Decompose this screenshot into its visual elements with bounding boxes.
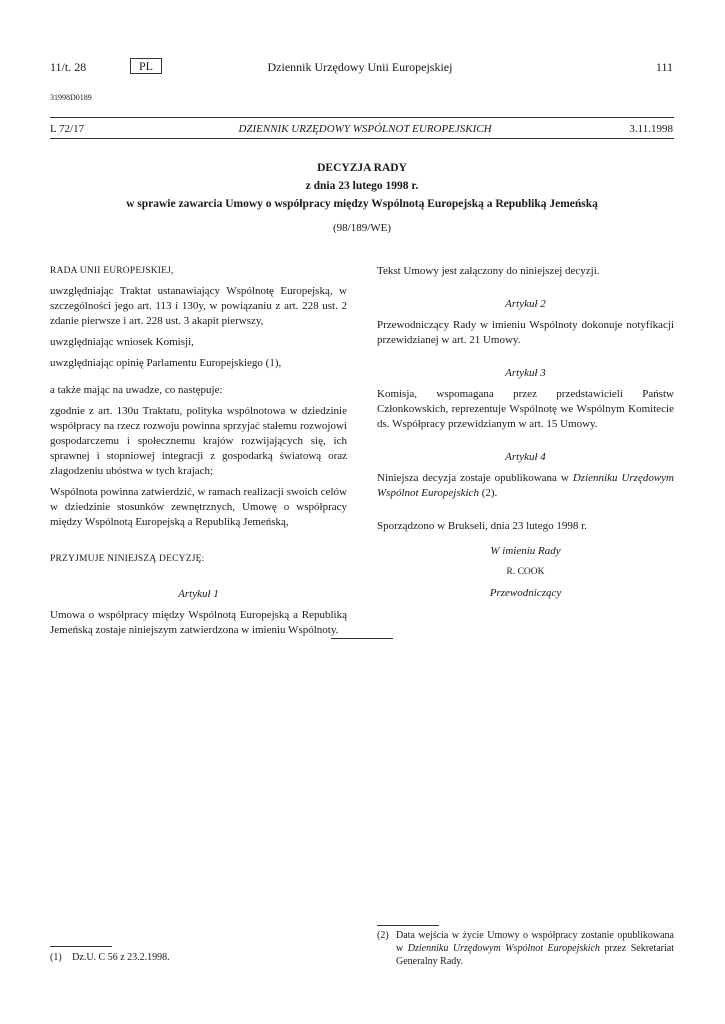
article-4-text [377, 471, 674, 501]
annex-statement: Tekst Umowy jest załączony do niniejszej decyzji. [377, 265, 600, 277]
adopts-heading: PRZYJMUJE NINIEJSZĄ DECYZJĘ: [50, 554, 205, 564]
title-line-1: DECYZJA RADY [317, 162, 407, 174]
footnote-2-body [396, 929, 674, 968]
footnote-2 [377, 929, 674, 968]
whereas-1: zgodnie z art. 130u Traktatu, polityka wspólnotowa w dziedzinie współpracy na rzecz rozwoju powinna sprzyjać stałemu rozwojowi gospodarczemu i społecznemu krajów rozwijających się, ich sprawnej i stopniowej integracji z gospodarką światową oraz złagodzeniu ubóstwa w tych krajach; [50, 405, 347, 477]
footnote-ref-1: (1), [265, 357, 282, 369]
recital-parliament-text: uwzględniając opinię Parlamentu Europejskiego [50, 357, 263, 369]
volume-number: 11/t. 28 [50, 60, 87, 74]
language-box: PL [130, 58, 162, 74]
footnote-2-journal: Dzienniku Urzędowym Wspólnot Europejskich [407, 943, 600, 954]
running-journal: DZIENNIK URZĘDOWY WSPÓLNOT EUROPEJSKICH [238, 123, 492, 135]
article-4-pre: Niniejsza decyzja zostaje opublikowana w [377, 472, 569, 484]
whereas-intro: a także mając na uwadze, co następuje: [50, 384, 223, 396]
council-heading: RADA UNII EUROPEJSKIEJ, [50, 266, 174, 276]
footnote-1-text: Dz.U. C 56 z 23.2.1998. [72, 952, 170, 963]
left-column [50, 264, 347, 644]
footnote-2-mark: (2) [377, 930, 389, 941]
footnote-rule-right [377, 925, 439, 926]
footnote-1 [50, 952, 170, 963]
footnote-rule-left [50, 946, 112, 947]
done-at: Sporządzono w Brukseli, dnia 23 lutego 1998 r. [377, 520, 587, 532]
recital-treaty: uwzględniając Traktat ustanawiający Wspólnotę Europejską, w szczególności jego art. 113 i 130y, w powiązaniu z art. 228 ust. 2 zdanie pierwsze i art. 228 ust. 3 akapit pierwszy, [50, 285, 347, 327]
recital-parliament [50, 356, 347, 371]
top-rule [50, 117, 674, 118]
footnote-1-mark: (1) [50, 952, 62, 963]
article-1-text: Umowa o współpracy między Wspólnotą Europejską a Republiką Jemeńską zostaje niniejszym zatwierdzona w imieniu Wspólnoty. [50, 609, 347, 636]
article-2-text: Przewodniczący Rady w imieniu Wspólnoty dokonuje notyfikacji przewidzianej w art. 21 Umowy. [377, 319, 674, 346]
title-line-3: w sprawie zawarcia Umowy o współpracy między Wspólnotą Europejską a Republiką Jemeńską [126, 198, 598, 210]
decision-number: (98/189/WE) [332, 222, 392, 234]
page-number: 111 [655, 60, 673, 74]
article-3-text: Komisja, wspomagana przez przedstawicieli Państw Członkowskich, reprezentuje Wspólnotę we Wspólnym Komitecie ds. Współpracy przewidzianym w art. 15 Umowy. [377, 388, 674, 430]
right-column [377, 264, 674, 607]
oj-date: 3.11.1998 [629, 123, 673, 135]
footnote-2-pre: Data wejścia w życie Umowy o współpracy zostanie opublikowana w [396, 930, 674, 954]
article-4-title: Artykuł 4 [505, 451, 546, 463]
article-1-title: Artykuł 1 [178, 588, 219, 600]
signatory-name: R. COOK [506, 567, 545, 577]
signatory-role: Przewodniczący [489, 587, 562, 599]
journal-title: Dziennik Urzędowy Unii Europejskiej [267, 60, 453, 74]
whereas-2: Wspólnota powinna zatwierdzić, w ramach realizacji swoich celów w dziedzinie stosunków zewnętrznych, Umowę o współpracy między Wspólnotą Europejską a Republiką Jemeńską, [50, 486, 347, 528]
end-rule [331, 638, 393, 639]
title-line-2: z dnia 23 lutego 1998 r. [305, 180, 419, 192]
article-4-journal: Dzienniku Urzędowym Wspólnot Europejskich [377, 472, 674, 499]
celex-number: 31998D0189 [50, 93, 92, 102]
recital-commission: uwzględniając wniosek Komisji, [50, 336, 194, 348]
article-3-title: Artykuł 3 [505, 367, 546, 379]
footnote-2-post: przez Sekretariat Generalny Rady. [396, 943, 675, 967]
decision-title [50, 159, 674, 213]
oj-reference: L 72/17 [50, 123, 85, 135]
footnote-ref-2: (2). [481, 487, 498, 499]
on-behalf: W imieniu Rady [490, 545, 561, 557]
article-2-title: Artykuł 2 [505, 298, 546, 310]
bottom-rule [50, 138, 674, 139]
